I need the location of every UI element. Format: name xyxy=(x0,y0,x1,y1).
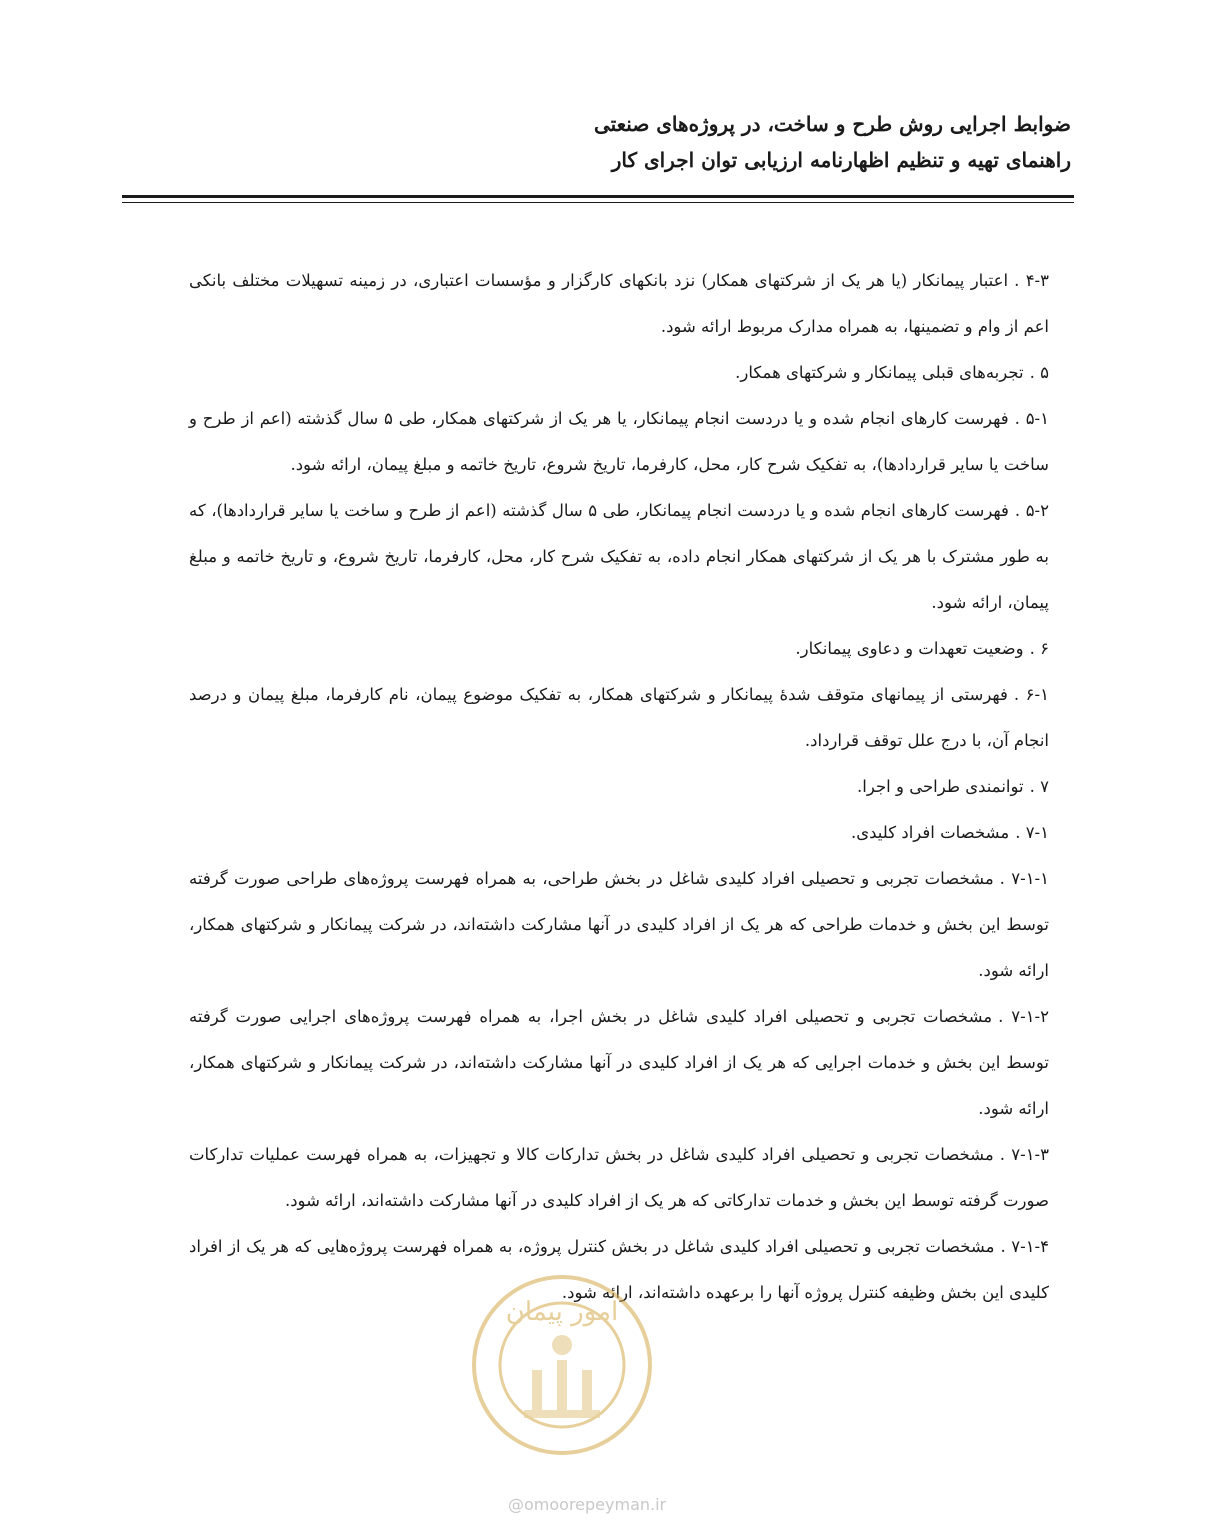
clause-text: تجربه‌های قبلی پیمانکار و شرکتهای همکار. xyxy=(735,363,1024,382)
clause-number: ۵-۱ . xyxy=(1014,409,1049,428)
clause-6 xyxy=(189,626,1049,672)
clause-text: فهرست کارهای انجام شده و یا دردست انجام پیمانکار، طی ۵ سال گذشته (اعم از طرح و ساخت یا سایر قراردادها)، که به طور مشترک با هر یک از شرکتهای همکار انجام داده، به تفکیک شرح کار، محل، کارفرما، تاریخ شروع، و تاریخ خاتمه و مبلغ پیمان، ارائه شود. xyxy=(189,501,1049,612)
clause-number: ۷-۱ . xyxy=(1015,823,1049,842)
clause-text: مشخصات تجربی و تحصیلی افراد کلیدی شاغل در بخش اجرا، به همراه فهرست پروژه‌های اجرایی صورت گرفته توسط این بخش و خدمات اجرایی که هر یک از افراد کلیدی در آنها مشارکت داشته‌اند، در شرکت پیمانکار و شرکتهای همکار، ارائه شود. xyxy=(189,1007,1049,1118)
clause-5-2 xyxy=(189,488,1049,626)
clause-text: اعتبار پیمانکار (یا هر یک از شرکتهای همکار) نزد بانکهای کارگزار و مؤسسات اعتباری، در زمینه تسهیلات مختلف بانکی اعم از وام و تضمینها، به همراه مدارک مربوط ارائه شود. xyxy=(189,271,1049,336)
clause-number: ۵ . xyxy=(1029,363,1049,382)
clause-number: ۷ . xyxy=(1029,777,1049,796)
clause-number: ۷-۱-۴ . xyxy=(1000,1237,1049,1256)
clause-text: فهرستی از پیمانهای متوقف شدهٔ پیمانکار و شرکتهای همکار، به تفکیک موضوع پیمان، نام کارفرما، مبلغ پیمان و درصد انجام آن، با درج علل توقف قرارداد. xyxy=(189,685,1049,750)
clause-number: ۷-۱-۳ . xyxy=(999,1145,1049,1164)
footer-site-handle[interactable]: @omoorepeyman.ir xyxy=(508,1495,667,1514)
clause-7 xyxy=(189,764,1049,810)
header-rule-thin xyxy=(122,202,1074,203)
clause-number: ۵-۲ . xyxy=(1014,501,1049,520)
clause-number: ۶ . xyxy=(1029,639,1049,658)
clause-number: ۷-۱-۲ . xyxy=(998,1007,1049,1026)
header-title: ضوابط اجرایی روش طرح و ساخت، در پروژه‌های صنعتی xyxy=(593,112,1071,136)
header-rule-thick xyxy=(122,195,1074,198)
document-body xyxy=(189,258,1049,1316)
clause-text: وضعیت تعهدات و دعاوی پیمانکار. xyxy=(795,639,1024,658)
clause-number: ۶-۱ . xyxy=(1013,685,1049,704)
clause-7-1 xyxy=(189,810,1049,856)
clause-text: مشخصات تجربی و تحصیلی افراد کلیدی شاغل در بخش تدارکات کالا و تجهیزات، به همراه فهرست عملیات تدارکات صورت گرفته توسط این بخش و خدمات تدارکاتی که هر یک از افراد کلیدی در آنها مشارکت داشته‌اند، ارائه شود. xyxy=(189,1145,1049,1210)
clause-text: مشخصات افراد کلیدی. xyxy=(850,823,1010,842)
clause-number: ۷-۱-۱ . xyxy=(999,869,1049,888)
clause-6-1 xyxy=(189,672,1049,764)
clause-text: مشخصات تجربی و تحصیلی افراد کلیدی شاغل در بخش طراحی، به همراه فهرست پروژه‌های طراحی صورت گرفته توسط این بخش و خدمات طراحی که هر یک از افراد کلیدی در آنها مشارکت داشته‌اند، در شرکت پیمانکار و شرکتهای همکار، ارائه شود. xyxy=(189,869,1049,980)
clause-5-1 xyxy=(189,396,1049,488)
clause-text: مشخصات تجربی و تحصیلی افراد کلیدی شاغل در بخش کنترل پروژه، به همراه فهرست پروژه‌هایی که هر یک از افراد کلیدی این بخش وظیفه کنترل پروژه آنها را برعهده داشته‌اند، ارائه شود. xyxy=(189,1237,1049,1302)
clause-number: ۴-۳ . xyxy=(1014,271,1049,290)
clause-7-1-1 xyxy=(189,856,1049,994)
watermark-text: امور پیمان xyxy=(505,1297,619,1327)
clause-text: فهرست کارهای انجام شده و یا دردست انجام پیمانکار، یا هر یک از شرکتهای همکار، طی ۵ سال گذشته (اعم از طرح و ساخت یا سایر قراردادها)، به تفکیک شرح کار، محل، کارفرما، تاریخ شروع، تاریخ خاتمه و مبلغ پیمان، ارائه شود. xyxy=(189,409,1049,474)
clause-5 xyxy=(189,350,1049,396)
header-subtitle: راهنمای تهیه و تنظیم اظهارنامه ارزیابی توان اجرای کار xyxy=(611,148,1071,172)
clause-7-1-3 xyxy=(189,1132,1049,1224)
clause-7-1-2 xyxy=(189,994,1049,1132)
clause-4-3 xyxy=(189,258,1049,350)
clause-text: توانمندی طراحی و اجرا. xyxy=(857,777,1024,796)
watermark-seal xyxy=(462,1250,662,1480)
page-header xyxy=(141,106,1071,178)
